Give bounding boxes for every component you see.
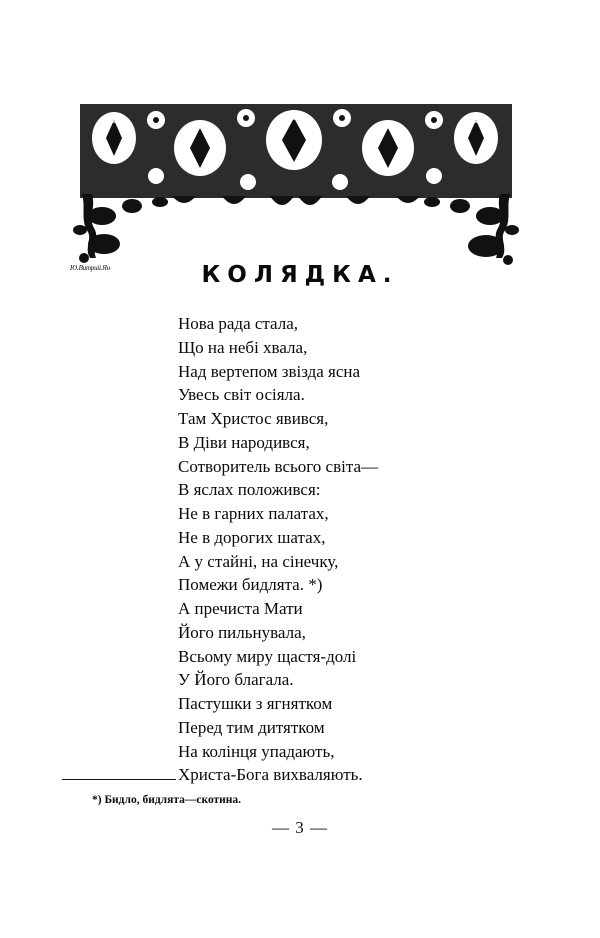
- poem-line: Помежи бидлята. *): [178, 575, 323, 595]
- illustrator-signature: Ю.Витрий.Ян: [70, 264, 110, 272]
- poem-line: Над вертепом звізда ясна: [178, 361, 361, 381]
- poem-line: А пречиста Мати: [178, 599, 303, 618]
- poem-line: Перед тим дитятком: [178, 717, 325, 737]
- footnote-divider: [62, 779, 176, 780]
- page-title: КОЛЯДКА.: [201, 262, 399, 288]
- footnote: *) Бидло, бидлята—скотина.: [92, 794, 242, 806]
- poem-line: Не в гарних палатах,: [178, 504, 329, 523]
- poem-line: Нова рада стала,: [178, 314, 299, 333]
- poem: [178, 312, 378, 787]
- poem-line: В Діви народився,: [178, 432, 310, 452]
- poem-line: Його пильнувала,: [178, 622, 306, 642]
- floral-ornament-header: [72, 98, 520, 270]
- poem-line: В яслах положився:: [178, 480, 321, 500]
- poem-line: Христа-Бога вихваляють.: [178, 765, 363, 785]
- poem-line: На колінця упадають,: [178, 741, 335, 761]
- poem-line: У Його благала.: [178, 670, 294, 690]
- poem-line: Увесь світ осіяла.: [178, 385, 305, 405]
- poem-line: Там Христос явився,: [178, 409, 329, 428]
- poem-line: Всьому миру щастя-долі: [178, 646, 357, 666]
- poem-line: Не в дорогих шатах,: [178, 527, 326, 547]
- poem-line: Сотворитель всього світа—: [178, 456, 379, 476]
- poem-line: А у стайні, на сінечку,: [178, 551, 339, 571]
- poem-line: Пастушки з ягнятком: [178, 694, 333, 713]
- poem-line: Що на небі хвала,: [178, 337, 308, 357]
- page-number: — 3 —: [272, 818, 328, 837]
